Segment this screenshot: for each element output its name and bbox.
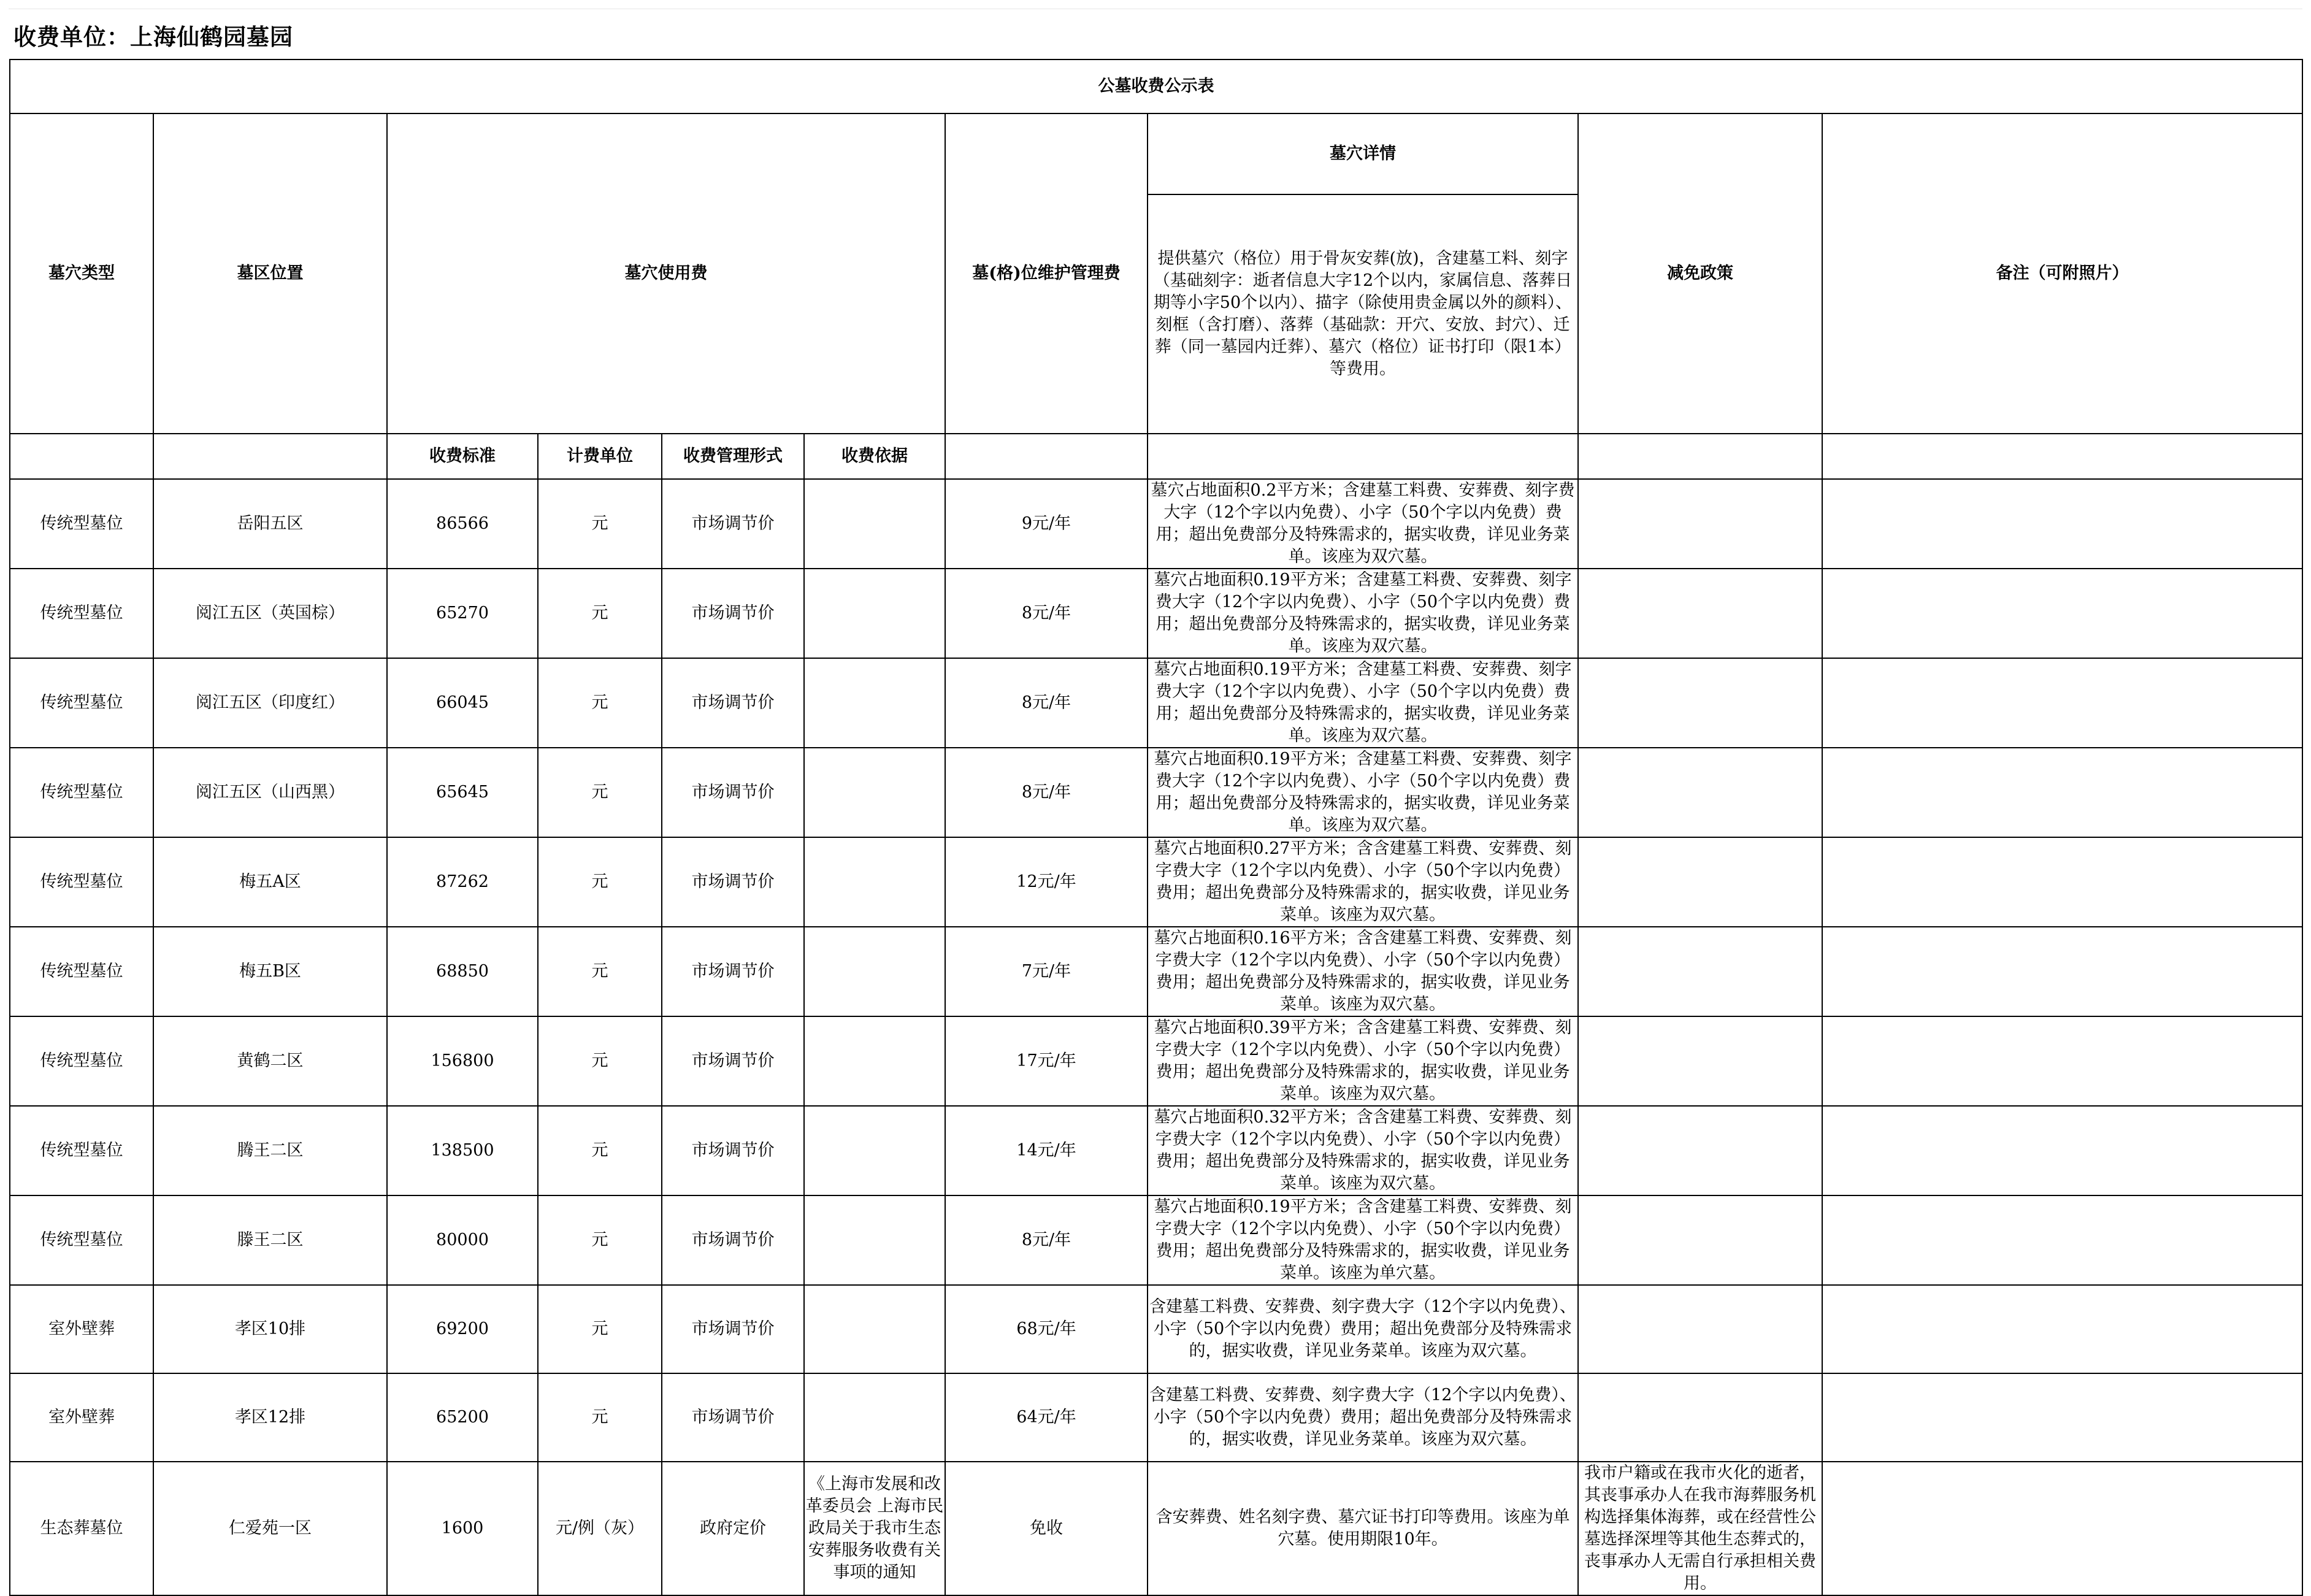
cell-detail: 含建墓工料费、安葬费、刻字费大字（12个字以内免费）、小字（50个字以内免费）费用；超出免费部分及特殊需求的，据实收费，详见业务菜单。该座为双穴墓。	[1148, 1373, 1578, 1462]
column-header-grave-detail: 墓穴详情	[1148, 113, 1578, 194]
cell-maintenance-fee: 7元/年	[945, 927, 1148, 1016]
cell-unit: 元	[538, 1106, 662, 1195]
cell-type: 室外壁葬	[10, 1373, 153, 1462]
table-caption: 公墓收费公示表	[10, 59, 2302, 113]
public-cemetery-fee-table	[9, 59, 2303, 1596]
cell-location: 阅江五区（山西黑）	[153, 748, 387, 837]
table-row	[10, 837, 2302, 927]
subheader-billing-unit: 计费单位	[538, 434, 662, 479]
cell-management-form: 市场调节价	[662, 748, 804, 837]
cell-remarks	[1822, 748, 2302, 837]
cell-remarks	[1822, 1462, 2302, 1595]
cell-type: 传统型墓位	[10, 1016, 153, 1106]
table-row	[10, 1106, 2302, 1195]
cell-location: 腾王二区	[153, 1106, 387, 1195]
cell-exemption	[1578, 837, 1822, 927]
cell-remarks	[1822, 479, 2302, 569]
cell-remarks	[1822, 1106, 2302, 1195]
cell-exemption	[1578, 658, 1822, 748]
cell-unit: 元	[538, 479, 662, 569]
cell-standard: 156800	[387, 1016, 538, 1106]
cell-location: 黄鹤二区	[153, 1016, 387, 1106]
subheader-management-form: 收费管理形式	[662, 434, 804, 479]
cell-remarks	[1822, 1195, 2302, 1285]
cell-exemption	[1578, 1195, 1822, 1285]
cell-detail: 墓穴占地面积0.2平方米；含建墓工料费、安葬费、刻字费大字（12个字以内免费）、小字（50个字以内免费）费用；超出免费部分及特殊需求的，据实收费，详见业务菜单。该座为双穴墓。	[1148, 479, 1578, 569]
table-row	[10, 1462, 2302, 1595]
cell-maintenance-fee: 12元/年	[945, 837, 1148, 927]
cell-basis	[804, 1106, 945, 1195]
cell-unit: 元	[538, 927, 662, 1016]
cell-basis	[804, 927, 945, 1016]
cell-type: 传统型墓位	[10, 658, 153, 748]
cell-location: 孝区12排	[153, 1373, 387, 1462]
cell-location: 梅五A区	[153, 837, 387, 927]
cell-standard: 87262	[387, 837, 538, 927]
cell-basis	[804, 1195, 945, 1285]
grave-detail-intro: 提供墓穴（格位）用于骨灰安葬(放)，含建墓工料、刻字（基础刻字：逝者信息大字12个以内，家属信息、落葬日期等小字50个以内）、描字（除使用贵金属以外的颜料）、刻框（含打磨）、落葬（基础款：开穴、安放、封穴）、迁葬（同一墓园内迁葬）、墓穴（格位）证书打印（限1本）等费用。	[1148, 194, 1578, 434]
table-row	[10, 658, 2302, 748]
subheader-blank	[945, 434, 1148, 479]
cell-type: 传统型墓位	[10, 569, 153, 658]
cell-type: 传统型墓位	[10, 837, 153, 927]
column-header-usage-fee: 墓穴使用费	[387, 113, 945, 434]
cell-basis	[804, 1285, 945, 1373]
table-row	[10, 479, 2302, 569]
table-row	[10, 1195, 2302, 1285]
cell-standard: 86566	[387, 479, 538, 569]
cell-type: 传统型墓位	[10, 479, 153, 569]
table-row	[10, 748, 2302, 837]
cell-unit: 元	[538, 1285, 662, 1373]
cell-location: 滕王二区	[153, 1195, 387, 1285]
subheader-blank	[10, 434, 153, 479]
subheader-fee-basis: 收费依据	[804, 434, 945, 479]
cell-remarks	[1822, 569, 2302, 658]
subheader-blank	[1148, 434, 1578, 479]
cell-standard: 69200	[387, 1285, 538, 1373]
cell-maintenance-fee: 8元/年	[945, 748, 1148, 837]
table-row	[10, 927, 2302, 1016]
cell-exemption	[1578, 479, 1822, 569]
cell-detail: 墓穴占地面积0.39平方米；含含建墓工料费、安葬费、刻字费大字（12个字以内免费）、小字（50个字以内免费）费用；超出免费部分及特殊需求的，据实收费，详见业务菜单。该座为双穴墓。	[1148, 1016, 1578, 1106]
cell-standard: 66045	[387, 658, 538, 748]
cell-detail: 墓穴占地面积0.19平方米；含建墓工料费、安葬费、刻字费大字（12个字以内免费）、小字（50个字以内免费）费用；超出免费部分及特殊需求的，据实收费，详见业务菜单。该座为双穴墓。	[1148, 569, 1578, 658]
cell-type: 传统型墓位	[10, 927, 153, 1016]
column-header-location: 墓区位置	[153, 113, 387, 434]
cell-unit: 元	[538, 569, 662, 658]
cell-type: 传统型墓位	[10, 748, 153, 837]
cell-remarks	[1822, 1016, 2302, 1106]
cell-basis	[804, 837, 945, 927]
cell-exemption	[1578, 1106, 1822, 1195]
cell-location: 仁爱苑一区	[153, 1462, 387, 1595]
cell-standard: 65645	[387, 748, 538, 837]
cell-maintenance-fee: 68元/年	[945, 1285, 1148, 1373]
table-row	[10, 569, 2302, 658]
cell-management-form: 市场调节价	[662, 1106, 804, 1195]
cell-standard: 68850	[387, 927, 538, 1016]
subheader-blank	[1822, 434, 2302, 479]
cell-maintenance-fee: 17元/年	[945, 1016, 1148, 1106]
cell-management-form: 市场调节价	[662, 1373, 804, 1462]
cell-location: 阅江五区（英国棕）	[153, 569, 387, 658]
cell-unit: 元	[538, 748, 662, 837]
column-header-grave-type: 墓穴类型	[10, 113, 153, 434]
cell-maintenance-fee: 8元/年	[945, 569, 1148, 658]
cell-unit: 元	[538, 658, 662, 748]
cell-remarks	[1822, 1373, 2302, 1462]
cell-standard: 1600	[387, 1462, 538, 1595]
cell-exemption	[1578, 1016, 1822, 1106]
cell-management-form: 政府定价	[662, 1462, 804, 1595]
table-row	[10, 1373, 2302, 1462]
cell-location: 岳阳五区	[153, 479, 387, 569]
cell-unit: 元	[538, 1195, 662, 1285]
cell-management-form: 市场调节价	[662, 658, 804, 748]
cell-management-form: 市场调节价	[662, 479, 804, 569]
cell-management-form: 市场调节价	[662, 1285, 804, 1373]
cell-basis	[804, 748, 945, 837]
column-header-remarks: 备注（可附照片）	[1822, 113, 2302, 434]
column-header-exemption-policy: 减免政策	[1578, 113, 1822, 434]
cell-detail: 墓穴占地面积0.27平方米；含含建墓工料费、安葬费、刻字费大字（12个字以内免费）、小字（50个字以内免费）费用；超出免费部分及特殊需求的，据实收费，详见业务菜单。该座为双穴墓。	[1148, 837, 1578, 927]
cell-exemption: 我市户籍或在我市火化的逝者，其丧事承办人在我市海葬服务机构选择集体海葬，或在经营性公墓选择深埋等其他生态葬式的，丧事承办人无需自行承担相关费用。	[1578, 1462, 1822, 1595]
cell-exemption	[1578, 927, 1822, 1016]
cell-basis	[804, 479, 945, 569]
cell-detail: 含建墓工料费、安葬费、刻字费大字（12个字以内免费）、小字（50个字以内免费）费用；超出免费部分及特殊需求的，据实收费，详见业务菜单。该座为双穴墓。	[1148, 1285, 1578, 1373]
cell-exemption	[1578, 748, 1822, 837]
cell-unit: 元	[538, 837, 662, 927]
cell-maintenance-fee: 8元/年	[945, 658, 1148, 748]
cell-maintenance-fee: 14元/年	[945, 1106, 1148, 1195]
cell-type: 传统型墓位	[10, 1106, 153, 1195]
cell-detail: 含安葬费、姓名刻字费、墓穴证书打印等费用。该座为单穴墓。使用期限10年。	[1148, 1462, 1578, 1595]
cell-location: 梅五B区	[153, 927, 387, 1016]
cell-basis	[804, 658, 945, 748]
cell-basis	[804, 569, 945, 658]
cell-unit: 元/例（灰）	[538, 1462, 662, 1595]
cell-basis: 《上海市发展和改革委员会 上海市民政局关于我市生态安葬服务收费有关事项的通知	[804, 1462, 945, 1595]
cell-remarks	[1822, 837, 2302, 927]
cell-unit: 元	[538, 1016, 662, 1106]
cell-standard: 80000	[387, 1195, 538, 1285]
cell-exemption	[1578, 1373, 1822, 1462]
cell-maintenance-fee: 免收	[945, 1462, 1148, 1595]
subheader-blank	[1578, 434, 1822, 479]
cell-remarks	[1822, 927, 2302, 1016]
cell-remarks	[1822, 1285, 2302, 1373]
cell-management-form: 市场调节价	[662, 1195, 804, 1285]
cell-management-form: 市场调节价	[662, 569, 804, 658]
cell-management-form: 市场调节价	[662, 837, 804, 927]
cell-detail: 墓穴占地面积0.16平方米；含含建墓工料费、安葬费、刻字费大字（12个字以内免费）、小字（50个字以内免费）费用；超出免费部分及特殊需求的，据实收费，详见业务菜单。该座为双穴墓。	[1148, 927, 1578, 1016]
cell-standard: 65200	[387, 1373, 538, 1462]
cell-standard: 65270	[387, 569, 538, 658]
cell-location: 阅江五区（印度红）	[153, 658, 387, 748]
cell-maintenance-fee: 64元/年	[945, 1373, 1148, 1462]
cell-maintenance-fee: 9元/年	[945, 479, 1148, 569]
cell-exemption	[1578, 569, 1822, 658]
cell-maintenance-fee: 8元/年	[945, 1195, 1148, 1285]
cell-basis	[804, 1016, 945, 1106]
cell-location: 孝区10排	[153, 1285, 387, 1373]
subheader-blank	[153, 434, 387, 479]
cell-standard: 138500	[387, 1106, 538, 1195]
charging-unit-title: 收费单位：上海仙鹤园墓园	[13, 24, 293, 50]
cell-type: 传统型墓位	[10, 1195, 153, 1285]
cell-remarks	[1822, 658, 2302, 748]
cell-detail: 墓穴占地面积0.32平方米；含含建墓工料费、安葬费、刻字费大字（12个字以内免费）、小字（50个字以内免费）费用；超出免费部分及特殊需求的，据实收费，详见业务菜单。该座为双穴墓。	[1148, 1106, 1578, 1195]
table-row	[10, 1016, 2302, 1106]
cell-management-form: 市场调节价	[662, 1016, 804, 1106]
subheader-fee-standard: 收费标准	[387, 434, 538, 479]
cell-management-form: 市场调节价	[662, 927, 804, 1016]
column-header-maintenance-fee: 墓(格)位维护管理费	[945, 113, 1148, 434]
cell-detail: 墓穴占地面积0.19平方米；含建墓工料费、安葬费、刻字费大字（12个字以内免费）、小字（50个字以内免费）费用；超出免费部分及特殊需求的，据实收费，详见业务菜单。该座为双穴墓。	[1148, 748, 1578, 837]
cell-type: 生态葬墓位	[10, 1462, 153, 1595]
cell-basis	[804, 1373, 945, 1462]
cell-type: 室外壁葬	[10, 1285, 153, 1373]
cell-exemption	[1578, 1285, 1822, 1373]
table-row	[10, 1285, 2302, 1373]
cell-detail: 墓穴占地面积0.19平方米；含建墓工料费、安葬费、刻字费大字（12个字以内免费）、小字（50个字以内免费）费用；超出免费部分及特殊需求的，据实收费，详见业务菜单。该座为双穴墓。	[1148, 658, 1578, 748]
cell-unit: 元	[538, 1373, 662, 1462]
cell-detail: 墓穴占地面积0.19平方米；含含建墓工料费、安葬费、刻字费大字（12个字以内免费）、小字（50个字以内免费）费用；超出免费部分及特殊需求的，据实收费，详见业务菜单。该座为单穴墓。	[1148, 1195, 1578, 1285]
